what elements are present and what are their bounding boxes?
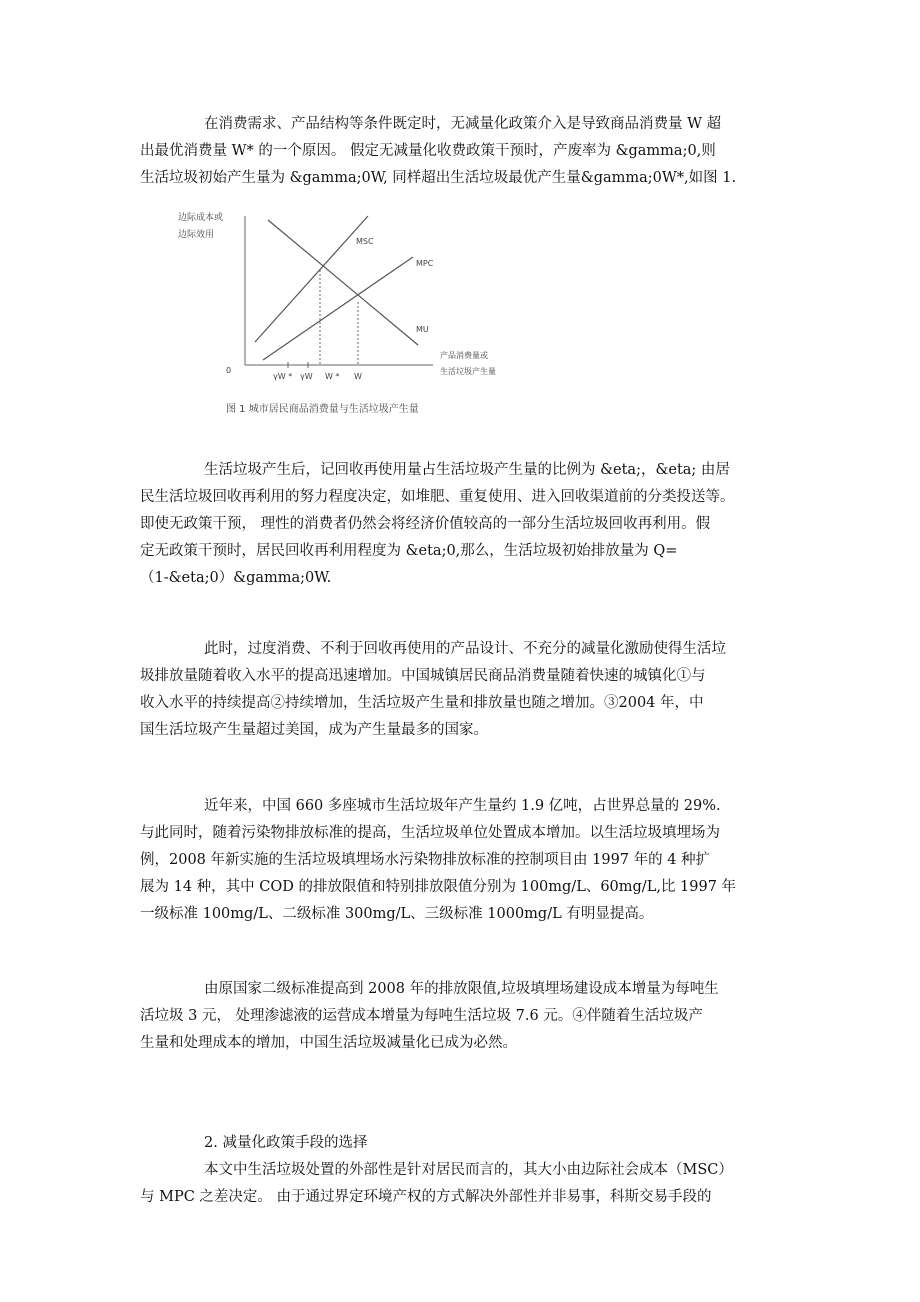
x-axis-label-line-1: 产品消费量或: [440, 351, 488, 360]
text-line: 国生活垃圾产生量超过美国，成为产生量最多的国家。: [140, 722, 488, 738]
x-tick-w: W: [354, 372, 362, 381]
x-tick-gamma-w-star: γW *: [273, 372, 293, 381]
paragraph-1: [140, 111, 780, 192]
msc-label: MSC: [356, 237, 374, 246]
paragraph-6: [140, 1157, 780, 1211]
text-line: 定无政策干预时，居民回收再利用程度为 &eta;0,那么，生活垃圾初始排放量为 Q=: [140, 543, 678, 559]
figure-1-chart: [168, 202, 518, 424]
text-line: 生活垃圾初始产生量为 &gamma;0W, 同样超出生活垃圾最优产生量&gamma;0W*,如图 1.: [140, 170, 737, 186]
text-line: 由原国家二级标准提高到 2008 年的排放限值,垃圾填埋场建设成本增量为每吨生: [204, 981, 719, 997]
msc-curve: [255, 216, 368, 342]
mu-label: MU: [416, 325, 429, 334]
text-line: 民生活垃圾回收再利用的努力程度决定，如堆肥、重复使用、进入回收渠道前的分类投送等。: [140, 489, 735, 505]
text-line: （1-&eta;0）&gamma;0W.: [140, 570, 332, 586]
x-tick-w-star: W *: [325, 372, 340, 381]
y-axis-label-line-1: 边际成本或: [178, 213, 224, 223]
paragraph-3: [140, 636, 780, 744]
mu-curve: [268, 220, 418, 345]
text-line: 出最优消费量 W* 的一个原因。 假定无减量化收费政策干预时，产废率为 &gamma;0,则: [140, 143, 716, 159]
x-tick-gamma-w: γW: [300, 372, 313, 381]
text-line: 生量和处理成本的增加，中国生活垃圾减量化已成为必然。: [140, 1035, 517, 1051]
mpc-label: MPC: [416, 259, 434, 268]
x-axis-label-line-2: 生活垃圾产生量: [440, 367, 496, 376]
paragraph-5: [140, 976, 780, 1057]
text-line: 本文中生活垃圾处置的外部性是针对居民而言的，其大小由边际社会成本（MSC）: [204, 1162, 733, 1178]
text-line: 例，2008 年新实施的生活垃圾填埋场水污染物排放标准的控制项目由 1997 年的 4 种扩: [140, 852, 711, 868]
paragraph-4: [140, 793, 780, 928]
paragraph-2: [140, 457, 780, 592]
figure-caption: 图 1 城市居民商品消费量与生活垃圾产生量: [226, 404, 419, 415]
text-line: 即使无政策干预， 理性的消费者仍然会将经济价值较高的一部分生活垃圾回收再利用。假: [140, 516, 711, 532]
text-line: 一级标准 100mg/L、二级标准 300mg/L、三级标准 1000mg/L 有明显提高。: [140, 906, 654, 922]
text-line: 收入水平的持续提高②持续增加，生活垃圾产生量和排放量也随之增加。③2004 年，中: [140, 695, 704, 711]
text-line: 与 MPC 之差决定。 由于通过界定环境产权的方式解决外部性并非易事，科斯交易手段的: [140, 1189, 712, 1205]
text-line: 在消费需求、产品结构等条件既定时，无减量化政策介入是导致商品消费量 W 超: [204, 116, 722, 132]
text-line: 圾排放量随着收入水平的提高迅速增加。中国城镇居民商品消费量随着快速的城镇化①与: [140, 668, 706, 684]
y-axis-label-line-2: 边际效用: [178, 230, 215, 240]
text-line: 生活垃圾产生后，记回收再使用量占生活垃圾产生量的比例为 &eta;，&eta; 由居: [204, 462, 730, 478]
text-line: 与此同时，随着污染物排放标准的提高，生活垃圾单位处置成本增加。以生活垃圾填埋场为: [140, 825, 720, 841]
figure-1: [168, 202, 518, 424]
section-heading: 2. 减量化政策手段的选择: [204, 1135, 368, 1151]
origin-label: 0: [226, 366, 232, 375]
text-line: 此时，过度消费、不利于回收再使用的产品设计、不充分的减量化激励使得生活垃: [204, 641, 726, 657]
text-line: 活垃圾 3 元， 处理渗滤液的运营成本增量为每吨生活垃圾 7.6 元。④伴随着生活垃圾产: [140, 1008, 703, 1024]
text-line: 近年来，中国 660 多座城市生活垃圾年产生量约 1.9 亿吨，占世界总量的 29%.: [204, 798, 721, 814]
text-line: 展为 14 种，其中 COD 的排放限值和特别排放限值分别为 100mg/L、60mg/L,比 1997 年: [140, 879, 737, 895]
